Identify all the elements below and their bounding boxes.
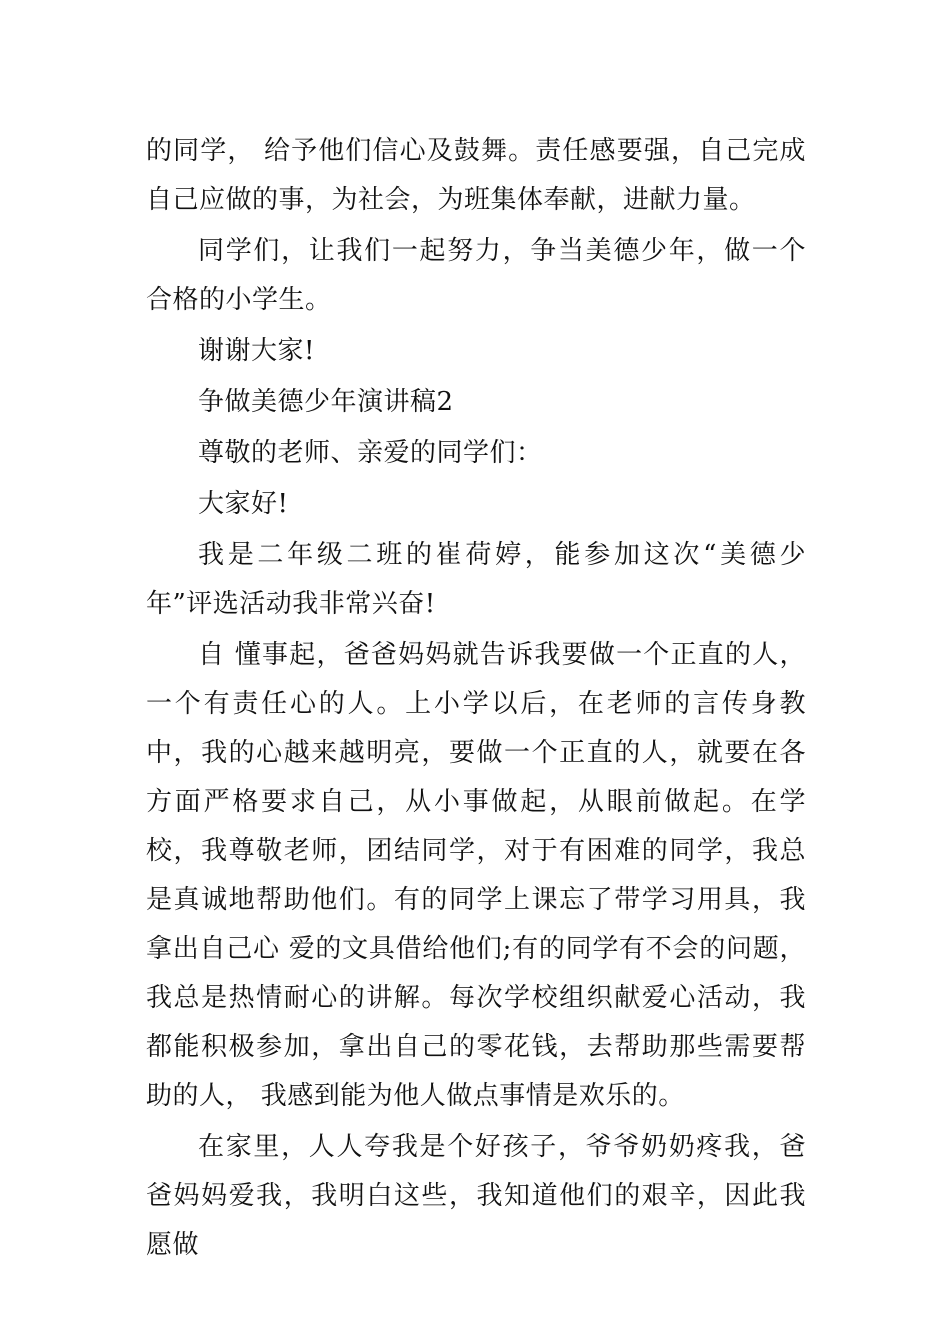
paragraph: 在家里，人人夸我是个好孩子，爷爷奶奶疼我，爸爸妈妈爱我，我明白这些，我知道他们的艰辛，因此我愿做 [146,1132,806,1260]
paragraph: 自 懂事起，爸爸妈妈就告诉我要做一个正直的人，一个有责任心的人。上小学以后，在老师的言传身教中，我的心越来越明亮，要做一个正直的人，就要在各方面严格要求自己，从小事做起，从眼前做起。在学校，我尊敬老师，团结同学，对于有困难的同学，我总是真诚地帮助他们。有的同学上课忘了带学习用具，我拿出自己心 爱的文具借给他们;有的同学有不会的问题，我总是热情耐心的讲解。每次学校组织献爱心活动，我都能积极参加，拿出自己的零花钱，去帮助那些需要帮助的人， 我感到能为他人做点事情是欢乐的。 [146,640,806,1111]
document-body [146,127,806,1270]
greeting: 大家好! [198,489,289,519]
paragraph: 同学们，让我们一起努力，争当美德少年，做一个合格的小学生。 [146,236,806,315]
section-heading: 争做美德少年演讲稿2 [198,387,454,417]
paragraph: 的同学， 给予他们信心及鼓舞。责任感要强，自己完成自己应做的事，为社会，为班集体奉献，进献力量。 [146,136,806,215]
paragraph: 谢谢大家! [198,336,315,366]
paragraph: 我是二年级二班的崔荷婷，能参加这次“美德少年”评选活动我非常兴奋! [146,540,806,619]
salutation: 尊敬的老师、亲爱的同学们： [198,438,543,468]
